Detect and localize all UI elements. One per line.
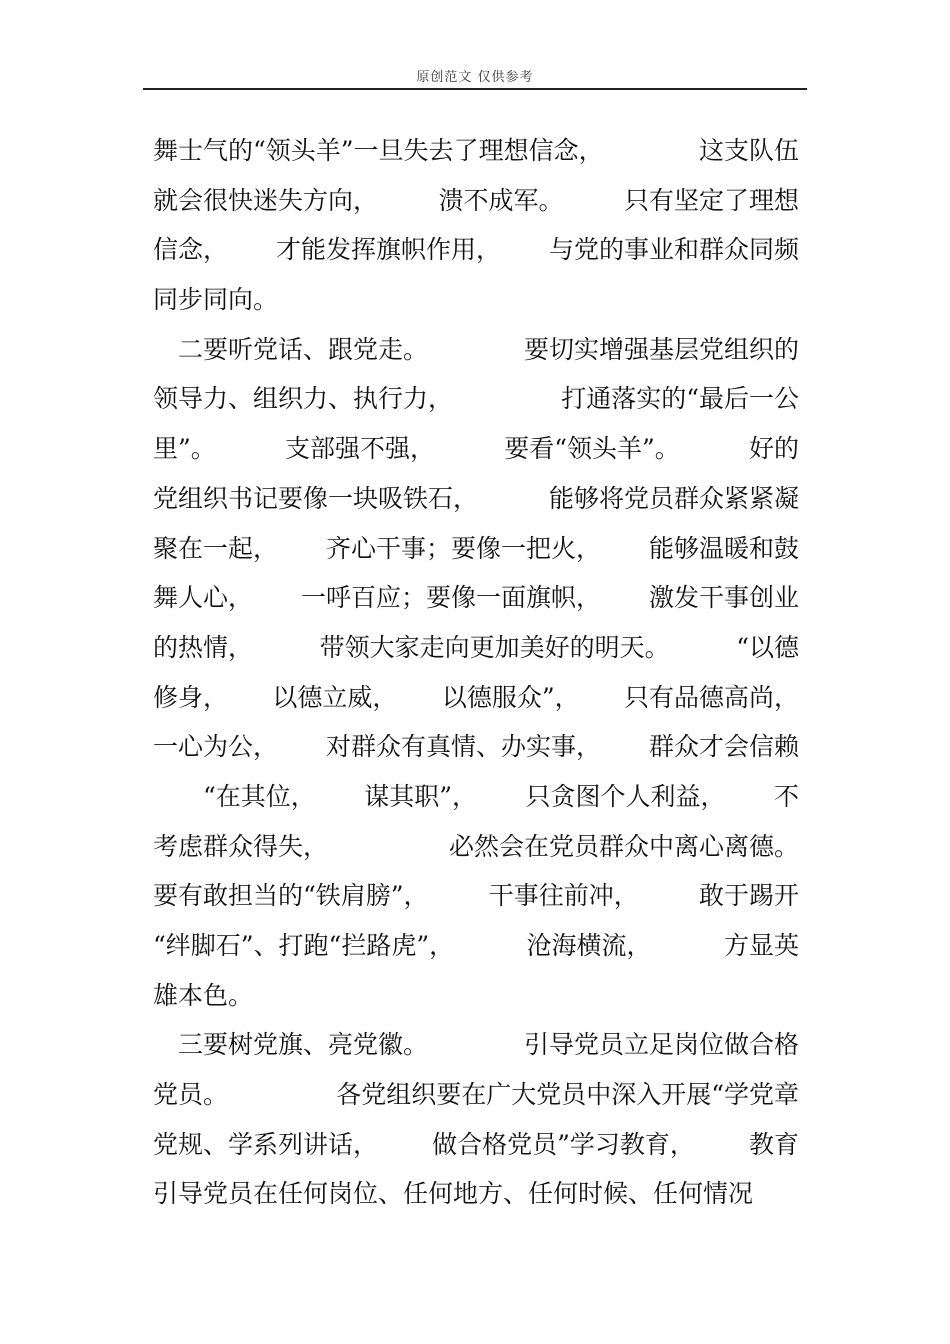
text-line	[153, 772, 799, 822]
text-segment: 信念，	[153, 235, 229, 265]
text-segment: 只有品德高尚，	[623, 682, 799, 712]
text-segment: 党员。	[153, 1080, 229, 1110]
text-line	[153, 176, 799, 226]
text-segment: 要有敢担当的“铁肩膀”，	[153, 881, 429, 911]
text-line	[153, 971, 799, 1021]
text-segment: 考虑群众得失，	[153, 831, 329, 861]
text-segment: 能够温暖和鼓	[648, 533, 799, 563]
text-segment: 沧海横流，	[526, 931, 652, 960]
text-segment: 引导党员在任何岗位、任何地方、任何时候、任何情况	[153, 1179, 754, 1209]
text-segment: 各党组织要在广大党员中深入开展“学党章	[336, 1080, 799, 1110]
text-line	[153, 374, 799, 424]
text-line	[153, 1120, 799, 1170]
text-segment: 激发干事创业	[648, 583, 799, 613]
text-segment: 好的	[748, 434, 799, 464]
text-segment: 修身，	[153, 682, 229, 712]
text-segment: 这支队伍	[698, 136, 799, 165]
text-segment: 舞人心，	[153, 583, 254, 613]
text-segment: 带领大家走向更加美好的明天。	[319, 632, 670, 662]
text-segment: 必然会在党员群众中离心离德。	[448, 831, 799, 861]
text-segment: 只贪图个人利益，	[525, 781, 726, 811]
text-segment: “绊脚石”、打跑“拦路虎”，	[153, 931, 455, 960]
page-header	[143, 66, 807, 90]
text-segment: 引导党员立足岗位做合格	[523, 1030, 799, 1060]
text-line	[153, 126, 799, 176]
text-segment: 里”。	[153, 434, 216, 464]
text-line	[153, 921, 799, 971]
text-segment: 领导力、组织力、执行力，	[153, 384, 454, 414]
text-line	[153, 275, 799, 325]
text-line	[153, 1169, 799, 1219]
text-segment: 溃不成军。	[438, 185, 564, 215]
text-line	[153, 1070, 799, 1120]
text-segment: 不	[773, 781, 799, 811]
text-line	[153, 871, 799, 921]
text-segment: 同步同向。	[153, 285, 279, 315]
text-segment: 能够将党员群众紧紧凝	[548, 483, 799, 513]
header-text: 原创范文 仅供参考	[416, 70, 534, 85]
text-segment: 谋其职”，	[364, 781, 478, 811]
text-segment: 支部强不强，	[284, 434, 435, 464]
text-segment: 对群众有真情、办实事，	[325, 732, 601, 762]
text-line	[153, 225, 799, 275]
text-line	[153, 822, 799, 872]
text-segment: 以德服众”，	[441, 682, 580, 712]
text-line	[153, 673, 799, 723]
text-segment: 要切实增强基层党组织的	[523, 334, 799, 364]
text-segment: 一心为公，	[153, 732, 279, 762]
text-segment: 舞士气的“领头羊”一旦失去了理想信念，	[153, 136, 604, 165]
text-segment: 二要听党话、跟党走。	[153, 334, 429, 364]
text-line	[153, 424, 799, 474]
text-line	[153, 474, 799, 524]
text-line	[153, 524, 799, 574]
text-segment: 敢于踢开	[698, 881, 799, 911]
text-segment: 做合格党员”学习教育，	[432, 1129, 695, 1159]
text-segment: 聚在一起，	[153, 533, 279, 563]
text-segment: 以德立威，	[272, 682, 398, 712]
text-line	[153, 722, 799, 772]
text-segment: 群众才会信赖	[648, 732, 799, 762]
text-segment: 与党的事业和群众同频	[548, 235, 799, 265]
text-segment: 党规、学系列讲话，	[153, 1129, 379, 1159]
text-segment: 只有坚定了理想	[623, 185, 799, 215]
text-segment: 雄本色。	[153, 980, 254, 1010]
text-segment: 打通落实的“最后一公	[561, 384, 799, 414]
text-line	[153, 573, 799, 623]
text-segment: 就会很快迷失方向，	[153, 185, 379, 215]
text-segment: 才能发挥旗帜作用，	[275, 235, 501, 265]
document-body	[153, 126, 799, 1219]
text-segment: 一呼百应；要像一面旗帜，	[300, 583, 601, 613]
text-segment: 方显英	[723, 931, 799, 960]
text-line	[153, 1020, 799, 1070]
text-segment: 干事往前冲，	[488, 881, 639, 911]
text-segment: “以德	[736, 632, 799, 662]
text-segment: 教育	[748, 1129, 799, 1159]
text-line	[153, 325, 799, 375]
text-segment: 三要树党旗、亮党徽。	[153, 1030, 429, 1060]
text-segment: 党组织书记要像一块吸铁石，	[153, 483, 479, 513]
text-segment: 齐心干事；要像一把火，	[325, 533, 601, 563]
text-line	[153, 623, 799, 673]
text-segment: “在其位，	[153, 781, 316, 811]
text-segment: 要看“领头羊”。	[504, 434, 680, 464]
text-segment: 的热情，	[153, 632, 254, 662]
